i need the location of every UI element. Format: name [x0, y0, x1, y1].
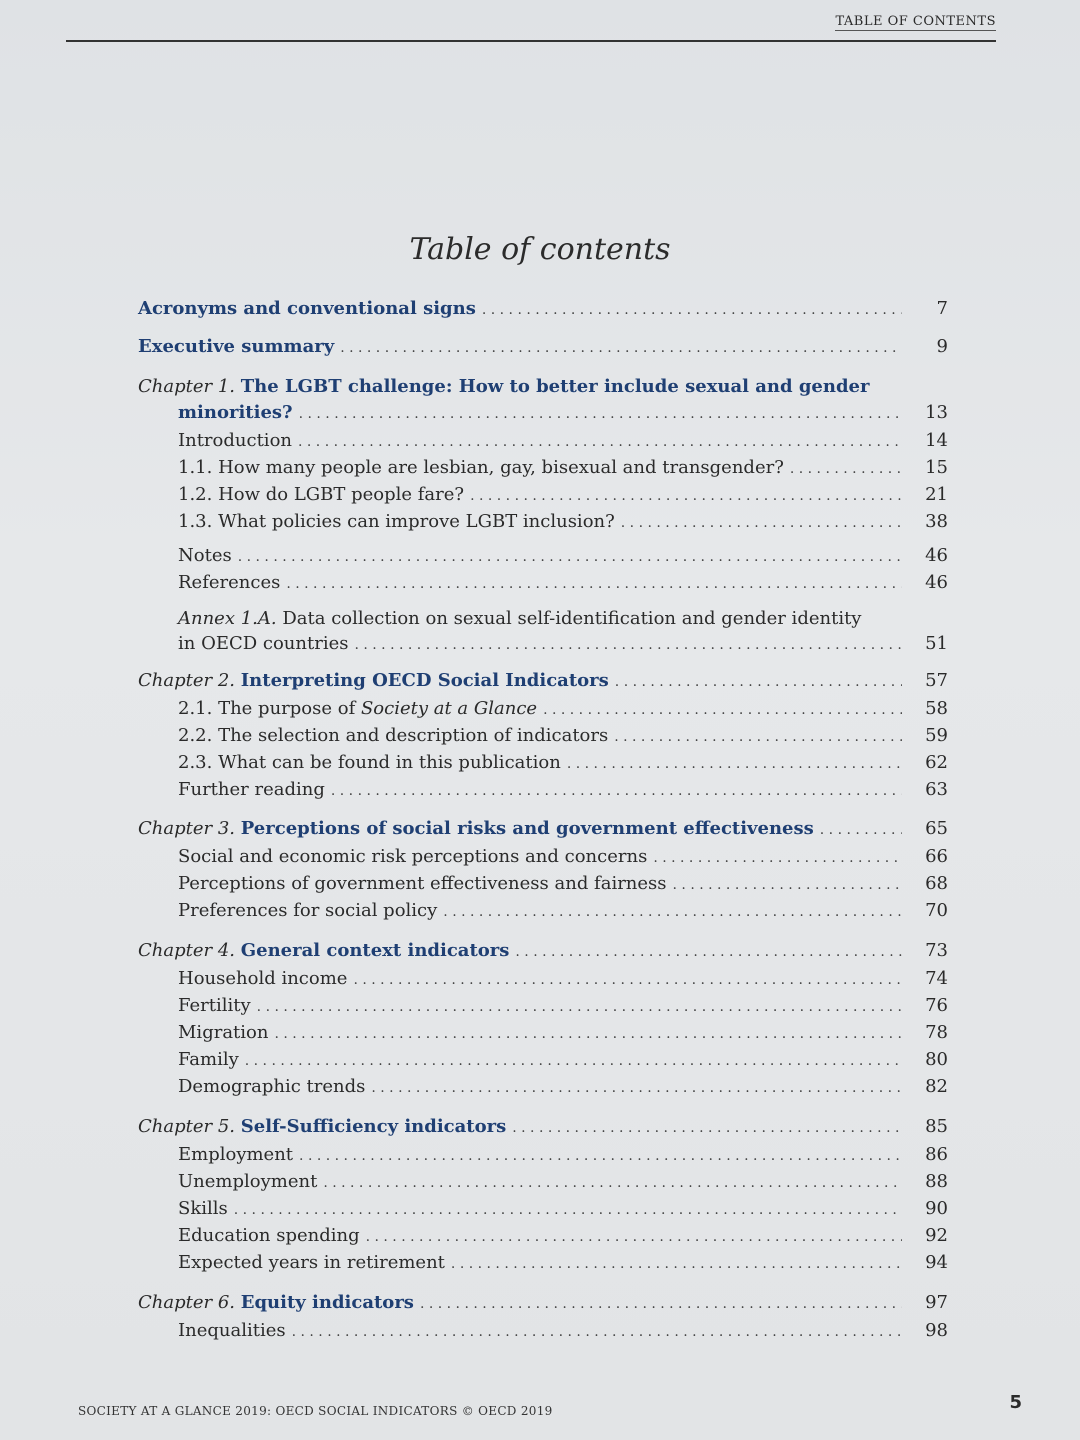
toc-entry-introduction[interactable] — [178, 430, 948, 451]
toc-page-number: 46 — [925, 545, 948, 566]
toc-page-number: 51 — [925, 633, 948, 654]
dot-leader — [482, 302, 902, 318]
toc-page-number: 76 — [925, 995, 948, 1016]
toc-entry-title: Fertility — [178, 995, 251, 1016]
toc-page-number: 97 — [925, 1292, 948, 1313]
toc-entry-title — [138, 940, 509, 961]
toc-page-number: 38 — [925, 511, 948, 532]
dot-leader — [420, 1296, 902, 1312]
toc-entry-inequalities[interactable] — [178, 1320, 948, 1341]
toc-page-number: 62 — [925, 752, 948, 773]
toc-annex-line1[interactable] — [178, 608, 861, 629]
chapter-prefix: Chapter 1. — [138, 376, 236, 397]
dot-leader — [621, 515, 902, 531]
toc-entry-title — [138, 818, 814, 839]
dot-leader — [515, 944, 902, 960]
dot-leader — [245, 1053, 902, 1069]
toc-chapter-1-line1[interactable] — [138, 376, 870, 397]
toc-entry-1-1[interactable] — [178, 457, 948, 478]
chapter-prefix: Chapter 2. — [138, 670, 236, 691]
page-number: 5 — [1009, 1392, 1022, 1413]
toc-entry-title: minorities? — [178, 402, 293, 423]
dot-leader — [331, 783, 902, 799]
toc-entry-government-effectiveness[interactable] — [178, 873, 948, 894]
dot-leader — [614, 729, 902, 745]
toc-page-number: 9 — [936, 336, 948, 357]
title-text: 2.1. The purpose of — [178, 698, 361, 719]
dot-leader — [234, 1202, 902, 1218]
toc-entry-title: Skills — [178, 1198, 228, 1219]
toc-entry-title: Introduction — [178, 430, 292, 451]
dot-leader — [371, 1080, 902, 1096]
dot-leader — [299, 1148, 902, 1164]
running-head — [66, 12, 996, 42]
toc-page-number: 82 — [925, 1076, 948, 1097]
toc-page-number: 58 — [925, 698, 948, 719]
toc-page-number: 88 — [925, 1171, 948, 1192]
toc-entry-title: Acronyms and conventional signs — [138, 298, 476, 319]
toc-entry-title: 1.2. How do LGBT people fare? — [178, 484, 465, 505]
toc-page-number: 92 — [925, 1225, 948, 1246]
toc-page-number: 63 — [925, 779, 948, 800]
toc-entry-1-3[interactable] — [178, 511, 948, 532]
toc-entry-title: Expected years in retirement — [178, 1252, 445, 1273]
toc-entry-title: Unemployment — [178, 1171, 318, 1192]
dot-leader — [790, 461, 902, 477]
toc-entry-retirement[interactable] — [178, 1252, 948, 1273]
toc-entry-title: Family — [178, 1049, 239, 1070]
chapter-prefix: Chapter 4. — [138, 940, 236, 961]
dot-leader — [567, 756, 902, 772]
dot-leader — [451, 1256, 902, 1272]
toc-page-number: 73 — [925, 940, 948, 961]
toc-entry-title: Preferences for social policy — [178, 900, 438, 921]
dot-leader — [238, 549, 902, 565]
toc-chapter-4[interactable] — [138, 940, 948, 961]
dot-leader — [653, 850, 902, 866]
toc-page-number: 7 — [936, 298, 948, 319]
toc-entry-risk-perceptions[interactable] — [178, 846, 948, 867]
toc-entry-title: Inequalities — [178, 1320, 286, 1341]
toc-entry-executive-summary[interactable] — [138, 336, 948, 357]
running-head-text: TABLE OF CONTENTS — [835, 14, 996, 29]
toc-page-number: 14 — [925, 430, 948, 451]
toc-page-number: 46 — [925, 572, 948, 593]
toc-entry-title: 1.1. How many people are lesbian, gay, bisexual and transgender? — [178, 457, 784, 478]
toc-entry-1-2[interactable] — [178, 484, 948, 505]
dot-leader — [257, 999, 902, 1015]
chapter-prefix: Chapter 3. — [138, 818, 236, 839]
dot-leader — [340, 340, 902, 356]
toc-entry-migration[interactable] — [178, 1022, 948, 1043]
toc-page-number: 86 — [925, 1144, 948, 1165]
toc-entry-references[interactable] — [178, 572, 948, 593]
dot-leader — [443, 904, 902, 920]
toc-chapter-6[interactable] — [138, 1292, 948, 1313]
chapter-title: Equity indicators — [240, 1292, 414, 1313]
toc-entry-title: Data collection on sexual self-identification and gender identity — [282, 608, 862, 629]
toc-chapter-3[interactable] — [138, 818, 948, 839]
toc-entry-family[interactable] — [178, 1049, 948, 1070]
toc-page-number: 57 — [925, 670, 948, 691]
chapter-title: Self-Sufficiency indicators — [240, 1116, 507, 1137]
toc-entry-title: Employment — [178, 1144, 294, 1165]
dot-leader — [298, 434, 902, 450]
toc-entry-title: References — [178, 572, 281, 593]
dot-leader — [820, 822, 902, 838]
toc-entry-title: The LGBT challenge: How to better include sexual and gender — [240, 376, 870, 397]
page-footer: SOCIETY AT A GLANCE 2019: OECD SOCIAL INDICATORS © OECD 2019 — [78, 1404, 553, 1418]
dot-leader — [543, 702, 902, 718]
toc-entry-title — [138, 1292, 414, 1313]
toc-entry-title: Further reading — [178, 779, 325, 800]
toc-entry-title: Demographic trends — [178, 1076, 366, 1097]
toc-entry-2-2[interactable] — [178, 725, 948, 746]
dot-leader — [299, 406, 902, 422]
dot-leader — [366, 1229, 902, 1245]
toc-page-number: 13 — [925, 402, 948, 423]
toc-page-number: 15 — [925, 457, 948, 478]
chapter-title: Perceptions of social risks and government effectiveness — [240, 818, 814, 839]
toc-entry-title — [138, 1116, 506, 1137]
toc-chapter-1-line2[interactable] — [178, 402, 948, 423]
toc-page-number: 68 — [925, 873, 948, 894]
toc-chapter-2[interactable] — [138, 670, 948, 691]
toc-entry-title: Notes — [178, 545, 232, 566]
toc-entry-title: 2.3. What can be found in this publication — [178, 752, 561, 773]
toc-chapter-5[interactable] — [138, 1116, 948, 1137]
dot-leader — [470, 488, 902, 504]
toc-page-number: 21 — [925, 484, 948, 505]
toc-page-number: 65 — [925, 818, 948, 839]
toc-entry-demographic-trends[interactable] — [178, 1076, 948, 1097]
toc-entry-social-policy[interactable] — [178, 900, 948, 921]
chapter-prefix: Chapter 5. — [138, 1116, 236, 1137]
dot-leader — [353, 972, 902, 988]
toc-page-number: 80 — [925, 1049, 948, 1070]
dot-leader — [354, 637, 902, 653]
dot-leader — [673, 877, 902, 893]
page-title: Table of contents — [409, 232, 671, 267]
dot-leader — [512, 1120, 902, 1136]
toc-entry-title: Social and economic risk perceptions and concerns — [178, 846, 648, 867]
toc-entry-skills[interactable] — [178, 1198, 948, 1219]
toc-entry-title — [138, 670, 609, 691]
toc-entry-title: 2.2. The selection and description of indicators — [178, 725, 609, 746]
toc-page-number: 85 — [925, 1116, 948, 1137]
toc-page-number: 98 — [925, 1320, 948, 1341]
toc-entry-title: in OECD countries — [178, 633, 349, 654]
toc-entry-employment[interactable] — [178, 1144, 948, 1165]
toc-entry-2-1[interactable] — [178, 698, 948, 719]
chapter-title: General context indicators — [240, 940, 510, 961]
dot-leader — [292, 1324, 902, 1340]
toc-entry-unemployment[interactable] — [178, 1171, 948, 1192]
chapter-prefix: Chapter 6. — [138, 1292, 236, 1313]
toc-entry-2-3[interactable] — [178, 752, 948, 773]
toc-page-number: 70 — [925, 900, 948, 921]
toc-entry-title — [178, 698, 537, 719]
annex-prefix: Annex 1.A. — [178, 608, 277, 629]
toc-entry-title: Executive summary — [138, 336, 335, 357]
toc-entry-education-spending[interactable] — [178, 1225, 948, 1246]
toc-entry-title: 1.3. What policies can improve LGBT inclusion? — [178, 511, 615, 532]
toc-page-number: 59 — [925, 725, 948, 746]
toc-page-number: 94 — [925, 1252, 948, 1273]
toc-entry-further-reading[interactable] — [178, 779, 948, 800]
toc-entry-acronyms[interactable] — [138, 298, 948, 319]
toc-page-number: 66 — [925, 846, 948, 867]
toc-entry-notes[interactable] — [178, 545, 948, 566]
toc-page-number: 90 — [925, 1198, 948, 1219]
dot-leader — [323, 1175, 902, 1191]
dot-leader — [274, 1026, 902, 1042]
toc-entry-title: Education spending — [178, 1225, 360, 1246]
toc-annex-line2[interactable] — [178, 633, 948, 654]
toc-page-number: 74 — [925, 968, 948, 989]
toc-page-number: 78 — [925, 1022, 948, 1043]
dot-leader — [615, 674, 902, 690]
toc-entry-fertility[interactable] — [178, 995, 948, 1016]
chapter-title: Interpreting OECD Social Indicators — [240, 670, 609, 691]
toc-entry-title: Migration — [178, 1022, 269, 1043]
toc-entry-household-income[interactable] — [178, 968, 948, 989]
dot-leader — [286, 576, 902, 592]
toc-entry-title: Household income — [178, 968, 348, 989]
title-italic: Society at a Glance — [360, 698, 538, 719]
toc-entry-title: Perceptions of government effectiveness and fairness — [178, 873, 667, 894]
